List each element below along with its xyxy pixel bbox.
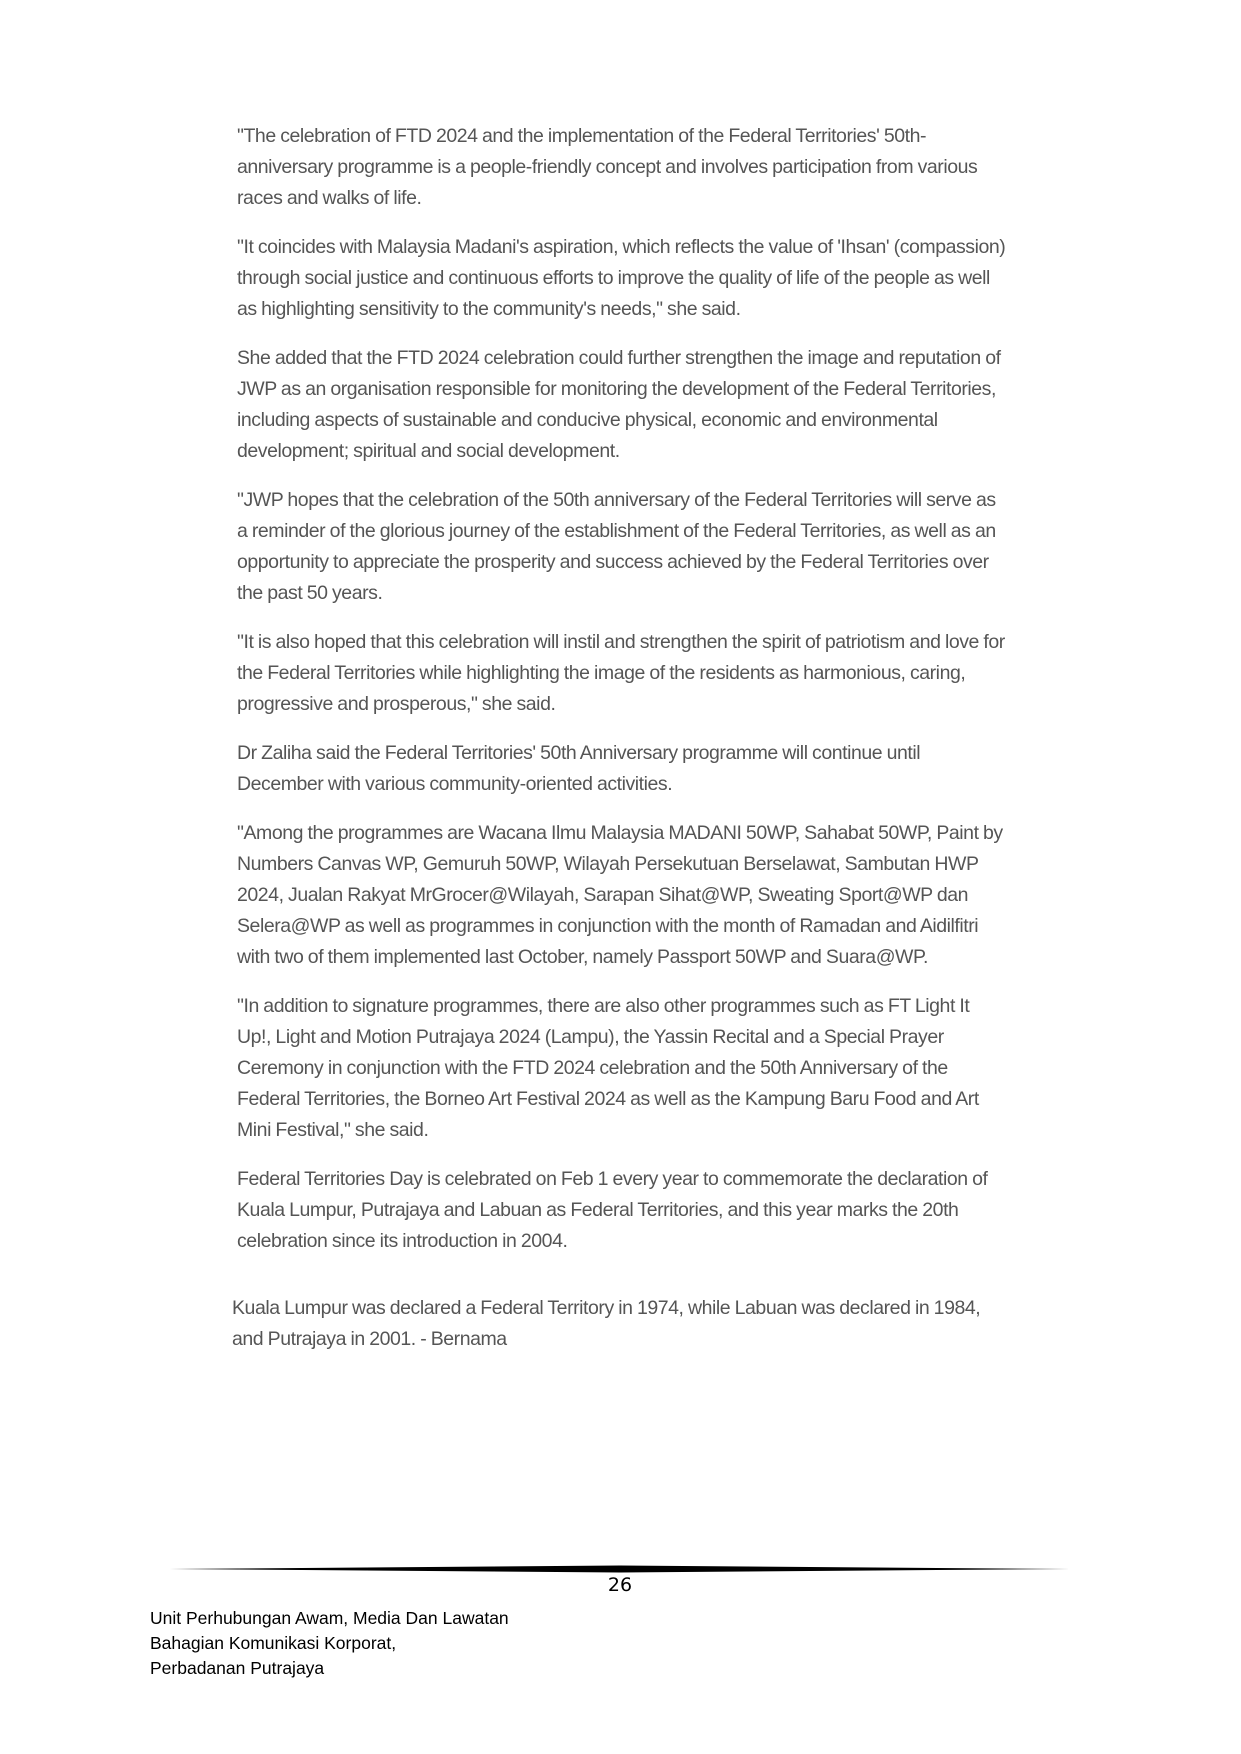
page-number: 26 (607, 1574, 633, 1596)
article-paragraph: Federal Territories Day is celebrated on Feb 1 every year to commemorate the declaration of Kuala Lumpur, Putrajaya and Labuan as Federal Territories, and this year marks the 20th celebration since its introduction in 2004. (237, 1168, 988, 1252)
article-paragraph: "JWP hopes that the celebration of the 50th anniversary of the Federal Territories will serve as a reminder of the glorious journey of the establishment of the Federal Territories, as well as an opportunity to appreciate the prosperity and success achieved by the Federal Territories over the past 50 years. (237, 489, 996, 604)
article-paragraph: "In addition to signature programmes, there are also other programmes such as FT Light It Up!, Light and Motion Putrajaya 2024 (Lampu), the Yassin Recital and a Special Prayer Ceremony in conjunction with the FTD 2024 celebration and the 50th Anniversary of the Federal Territories, the Borneo Art Festival 2024 as well as the Kampung Baru Food and Art Mini Festival," she said. (237, 995, 979, 1141)
article-paragraph: "It coincides with Malaysia Madani's aspiration, which reflects the value of 'Ihsan' (compassion) through social justice and continuous efforts to improve the quality of life of the people as well as highlighting sensitivity to the community's needs," she said. (237, 236, 1006, 320)
article-paragraph-closing: Kuala Lumpur was declared a Federal Territory in 1974, while Labuan was declared in 1984, and Putrajaya in 2001. - Bernama (232, 1297, 981, 1350)
org-unit-line: Unit Perhubungan Awam, Media Dan Lawatan (150, 1608, 509, 1628)
article-paragraph: "Among the programmes are Wacana Ilmu Malaysia MADANI 50WP, Sahabat 50WP, Paint by Numbers Canvas WP, Gemuruh 50WP, Wilayah Persekutuan Berselawat, Sambutan HWP 2024, Jualan Rakyat MrGrocer@Wilayah, Sarapan Sihat@WP, Sweating Sport@WP dan Selera@WP as well as programmes in conjunction with the month of Ramadan and Aidilfitri with two of them implemented last October, namely Passport 50WP and Suara@WP. (237, 822, 1003, 968)
org-name-line: Perbadanan Putrajaya (150, 1658, 325, 1678)
footer-divider (170, 1564, 1070, 1574)
footer-organisation (150, 1606, 509, 1681)
article-body (232, 121, 1007, 1373)
article-paragraph: Dr Zaliha said the Federal Territories' 50th Anniversary programme will continue until December with various community-oriented activities. (237, 742, 921, 795)
article-paragraph: "It is also hoped that this celebration will instil and strengthen the spirit of patriotism and love for the Federal Territories while highlighting the image of the residents as harmonious, caring, progressive and prosperous," she said. (237, 631, 1005, 715)
article-paragraph: She added that the FTD 2024 celebration could further strengthen the image and reputation of JWP as an organisation responsible for monitoring the development of the Federal Territories, including aspects of sustainable and conducive physical, economic and environmental development; spiritual and social development. (237, 347, 1001, 462)
article-paragraph: "The celebration of FTD 2024 and the implementation of the Federal Territories' 50th-anniversary programme is a people-friendly concept and involves participation from various races and walks of life. (237, 125, 978, 209)
org-division-line: Bahagian Komunikasi Korporat, (150, 1633, 397, 1653)
